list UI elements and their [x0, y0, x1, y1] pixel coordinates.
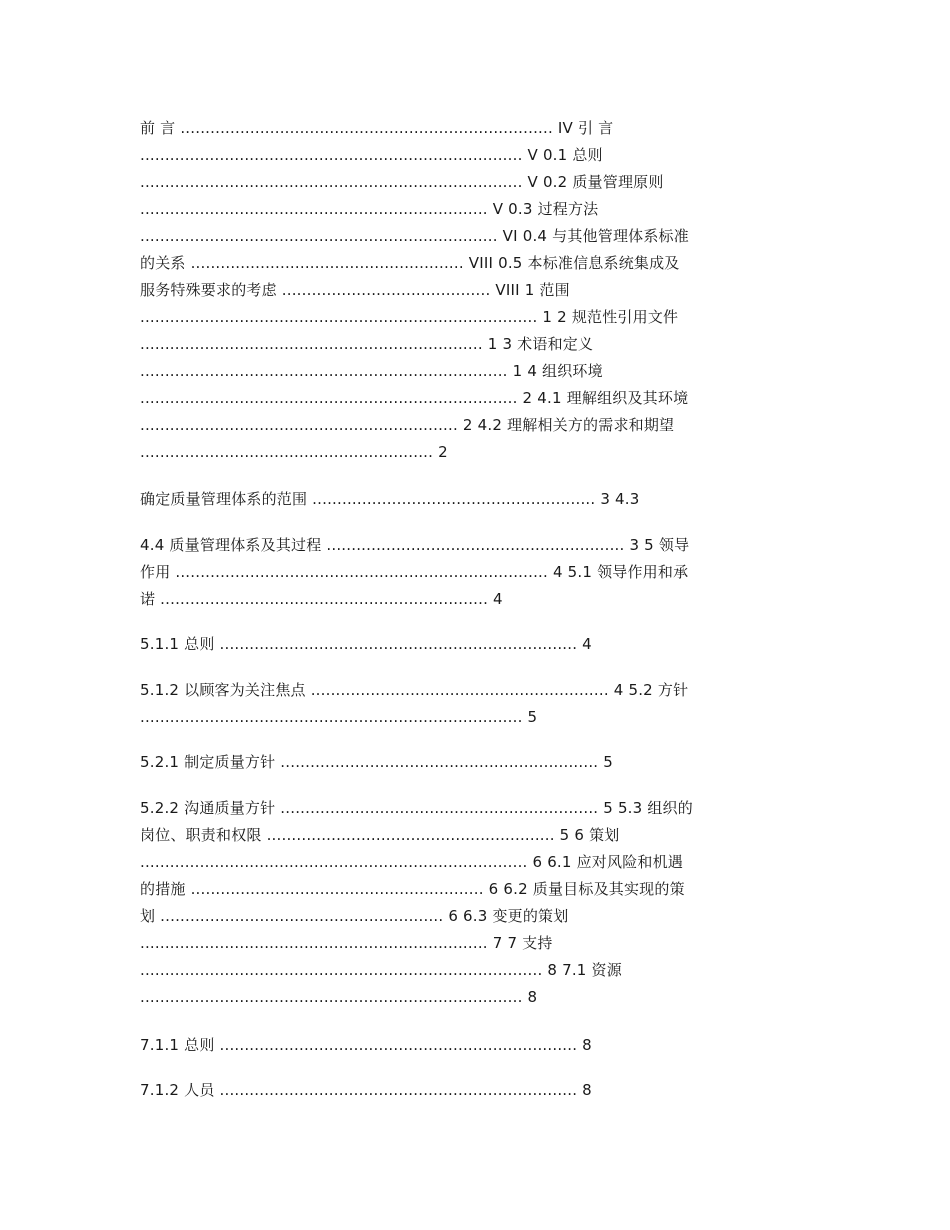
toc-line: ............................................................................. 5 [140, 708, 538, 726]
toc-line: ............................................................................ 2 4.1 理解组织及其环境 [140, 389, 689, 407]
toc-line: ...................................................................... V 0.3 过程方法 [140, 200, 599, 218]
toc-line: 7.1.1 总则 ........................................................................ 8 [140, 1036, 592, 1054]
toc-line: ...................................................................... 7 7 支持 [140, 934, 553, 952]
toc-line: 5.2.1 制定质量方针 ................................................................ 5 [140, 753, 613, 771]
toc-paragraph-2 [140, 486, 820, 513]
toc-line: ................................................................................ 1 2 规范性引用文件 [140, 308, 679, 326]
toc-paragraph-5 [140, 677, 820, 731]
toc-line: .............................................................................. 6 6.1 应对风险和机遇 [140, 853, 684, 871]
toc-line: ............................................................................. V 0.1 总则 [140, 146, 603, 164]
toc-line: 前 言 ........................................................................... IV 引 言 [140, 119, 614, 137]
toc-line: ........................................................... 2 [140, 443, 448, 461]
toc-line: ............................................................................. 8 [140, 988, 538, 1006]
toc-line: 诺 .................................................................. 4 [140, 590, 503, 608]
toc-line: ........................................................................ VI 0.4 与其他管理体系标准 [140, 227, 689, 245]
toc-paragraph-3 [140, 532, 820, 613]
toc-line: 的措施 ........................................................... 6 6.2 质量目标及其实现的策 [140, 880, 685, 898]
toc-line: 5.1.1 总则 ........................................................................ 4 [140, 635, 592, 653]
toc-paragraph-1 [140, 115, 820, 466]
toc-line: 作用 ........................................................................... 4 5.1 领导作用和承 [140, 563, 689, 581]
toc-line: 4.4 质量管理体系及其过程 ............................................................ 3 5 领导 [140, 536, 690, 554]
toc-line: 7.1.2 人员 ........................................................................ 8 [140, 1081, 592, 1099]
toc-line: 5.2.2 沟通质量方针 ................................................................ 5 5.3 组织的 [140, 799, 693, 817]
toc-line: .......................................................................... 1 4 组织环境 [140, 362, 603, 380]
toc-line: 划 ......................................................... 6 6.3 变更的策划 [140, 907, 569, 925]
toc-line: ..................................................................... 1 3 术语和定义 [140, 335, 594, 353]
toc-paragraph-9 [140, 1077, 820, 1104]
toc-line: ................................................................ 2 4.2 理解相关方的需求和期望 [140, 416, 675, 434]
toc-paragraph-7 [140, 795, 820, 1011]
toc-line: 确定质量管理体系的范围 ......................................................... 3 4.3 [140, 490, 640, 508]
toc-paragraph-6 [140, 749, 820, 776]
toc-paragraph-4 [140, 631, 820, 658]
toc-line: 服务特殊要求的考虑 .......................................... VIII 1 范围 [140, 281, 570, 299]
toc-line: 的关系 ....................................................... VIII 0.5 本标准信息系统集成及 [140, 254, 680, 272]
toc-line: ............................................................................. V 0.2 质量管理原则 [140, 173, 664, 191]
toc-line: 岗位、职责和权限 .......................................................... 5 6 策划 [140, 826, 620, 844]
toc-paragraph-8 [140, 1032, 820, 1059]
toc-line: ................................................................................. 8 7.1 资源 [140, 961, 622, 979]
toc-line: 5.1.2 以顾客为关注焦点 ............................................................ 4 5.2 方针 [140, 681, 689, 699]
